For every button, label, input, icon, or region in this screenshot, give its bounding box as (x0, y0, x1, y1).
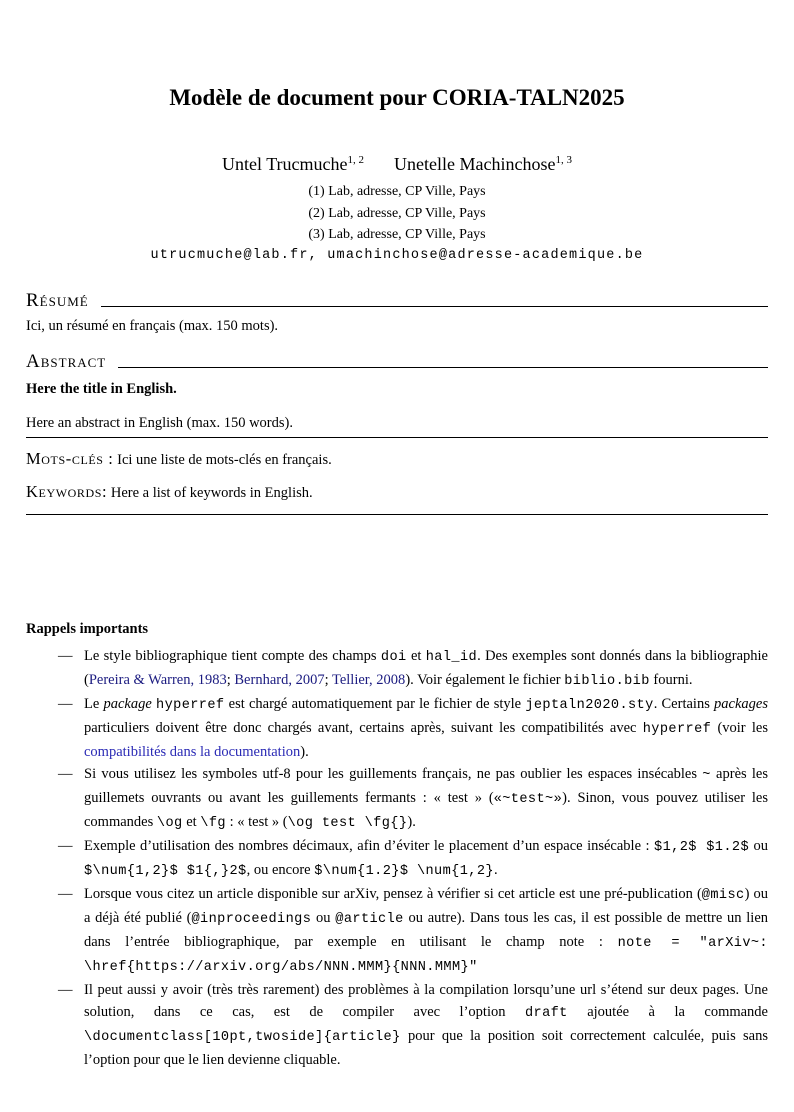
text-run: et (406, 647, 426, 664)
code-run: \fg (200, 815, 226, 831)
english-title: Here the title in English. (26, 380, 177, 397)
code-run: \og test \fg{} (287, 815, 408, 831)
code-run: @article (335, 911, 404, 927)
code-run: \documentclass[10pt,twoside]{article} (84, 1029, 401, 1045)
text-run: ). Sinon, vous pouvez utiliser les commandes (84, 789, 768, 830)
code-run: @inproceedings (191, 911, 312, 927)
text-run: Le (84, 695, 104, 712)
page-content (26, 0, 768, 1071)
code-run: doi (380, 649, 407, 665)
resume-label: Résumé (26, 289, 89, 311)
text-run: ; (324, 671, 332, 688)
text-run: particuliers doivent être donc chargés avant, certains après, suivant les compatibilités avec (84, 719, 643, 736)
item-text (84, 645, 768, 693)
item-text (84, 693, 768, 763)
text-run: ou (311, 909, 336, 926)
keywords-text: Here a list of keywords in English. (110, 484, 313, 501)
text-run: ou (749, 837, 768, 854)
text-run: (voir les (711, 719, 768, 736)
text-run: ). (300, 743, 309, 760)
mots-cles-line (26, 448, 768, 471)
text-run: pour que la position soit correctement calculée, puis sans l’option pour que le lien devienne cliquable. (84, 1027, 768, 1068)
text-run: fourni. (649, 671, 693, 688)
text-run: ou autre). Dans tous les cas, il est possible de mettre un lien dans l’entrée bibliographique, par exemple en utilisant le champ note : (84, 909, 769, 950)
item-text (84, 835, 768, 883)
item-dash: — (58, 695, 73, 712)
section-heading: Rappels importants (26, 620, 149, 637)
text-run: Si vous utilisez les symboles utf-8 pour les guillements français, ne pas oublier les espaces insécables (84, 765, 703, 782)
item-dash: — (58, 885, 73, 902)
text-run: et (182, 813, 201, 830)
code-run: note = "arXiv~: \href{https://arxiv.org/abs/NNN.MMM}{NNN.MMM}" (84, 935, 768, 975)
code-run: jeptaln2020.sty (525, 697, 654, 713)
author-name: Unetelle Machinchose$^{1, 3}$ (394, 154, 572, 174)
abstract-label: Abstract (26, 350, 107, 372)
citation-link[interactable]: Tellier, 2008 (332, 671, 406, 688)
code-run: «~test~» (493, 791, 563, 807)
mots-cles-text: Ici une liste de mots-clés en français. (117, 451, 332, 468)
rappels-section (26, 619, 768, 1071)
code-run: ~ (702, 767, 711, 783)
horizontal-rule (26, 514, 768, 515)
code-run: draft (524, 1005, 568, 1021)
hyperlink[interactable]: compatibilités dans la documentation (84, 743, 301, 760)
abstract-section-header (26, 350, 768, 374)
list-item (26, 979, 768, 1071)
code-run: $1,2$ $1.2$ (654, 839, 750, 855)
text-run: est chargé automatiquement par le fichier de style (224, 695, 526, 712)
authors-line (26, 152, 768, 176)
affiliation-superscript: 1, 3 (555, 154, 572, 166)
item-dash: — (58, 647, 73, 664)
text-run: : « test » ( (225, 813, 288, 830)
item-dash: — (58, 837, 73, 854)
list-item (26, 835, 768, 883)
resume-section-header (26, 289, 768, 313)
author-emails[interactable]: utrucmuche@lab.fr, umachinchose@adresse-academique.be (150, 247, 644, 263)
item-text (84, 763, 768, 835)
affiliation-line: (2) Lab, adresse, CP Ville, Pays (308, 205, 486, 221)
horizontal-rule (101, 306, 768, 307)
text-run: . (493, 861, 498, 878)
mots-cles-label: Mots-clés : (26, 448, 114, 468)
affiliation-superscript: 1, 2 (347, 154, 365, 166)
keywords-line (26, 481, 768, 504)
affiliations (26, 181, 768, 246)
code-run: hyperref (642, 721, 712, 737)
author-name: Untel Trucmuche$^{1, 2}$ (222, 154, 365, 174)
italic-run: package (103, 695, 152, 712)
code-run: $\num{1.2}$ \num{1,2} (314, 863, 494, 879)
text-run: ; (226, 671, 235, 688)
item-dash: — (58, 981, 73, 998)
code-run: hal_id (425, 649, 478, 665)
text-run: . Certains (653, 695, 715, 712)
citation-link[interactable]: Pereira & Warren, 1983 (88, 671, 227, 688)
affiliation-line: (3) Lab, adresse, CP Ville, Pays (308, 227, 486, 242)
italic-run: packages (714, 695, 768, 712)
rappels-list (26, 645, 768, 1071)
affiliation-line: (1) Lab, adresse, CP Ville, Pays (308, 184, 486, 199)
text-run: Lorsque vous citez un article disponible sur arXiv, pensez à vérifier si cet article est une pré-publication ( (84, 885, 702, 902)
citation-link[interactable]: Bernhard, 2007 (234, 671, 325, 688)
text-run: ajoutée à la commande (567, 1003, 768, 1020)
abstract-text: Here an abstract in English (max. 150 words). (26, 413, 768, 438)
text-run: Il peut aussi y avoir (très très rarement) des problèmes à la compilation lorsqu’une url s’étend sur deux pages. Une solution, dans ce cas, est de compiler avec l’option (84, 981, 768, 1020)
item-text (84, 883, 768, 979)
abstract-block (26, 289, 768, 515)
text-run: après les guillemets ouvrants ou avant les guillements fermants : « test » ( (84, 765, 768, 806)
text-run: Exemple d’utilisation des nombres décimaux, afin d’éviter le placement d’un espace insécable : (84, 837, 655, 854)
list-item (26, 763, 768, 835)
code-run: @misc (701, 887, 745, 903)
text-run: ). (407, 813, 416, 830)
horizontal-rule (118, 367, 768, 368)
text-run: Le style bibliographique tient compte des champs (84, 647, 381, 664)
text-run: ). Voir également le fichier (405, 671, 565, 688)
text-run: , ou encore (246, 861, 315, 878)
list-item (26, 645, 768, 693)
item-text (84, 979, 768, 1071)
resume-text: Ici, un résumé en français (max. 150 mots). (26, 317, 279, 334)
list-item (26, 693, 768, 763)
code-run: $\num{1,2}$ $1{,}2$ (84, 863, 247, 879)
list-item (26, 883, 768, 979)
code-run: hyperref (156, 697, 225, 713)
code-run: \og (156, 815, 183, 831)
text-run: ) ou a déjà été publié ( (84, 885, 768, 926)
keywords-label: Keywords: (26, 481, 108, 501)
text-run: . Des exemples sont donnés dans la bibliographie ( (84, 647, 768, 688)
item-dash: — (58, 765, 73, 782)
paper-title: Modèle de document pour CORIA-TALN2025 (169, 85, 625, 110)
code-run: biblio.bib (564, 673, 650, 689)
